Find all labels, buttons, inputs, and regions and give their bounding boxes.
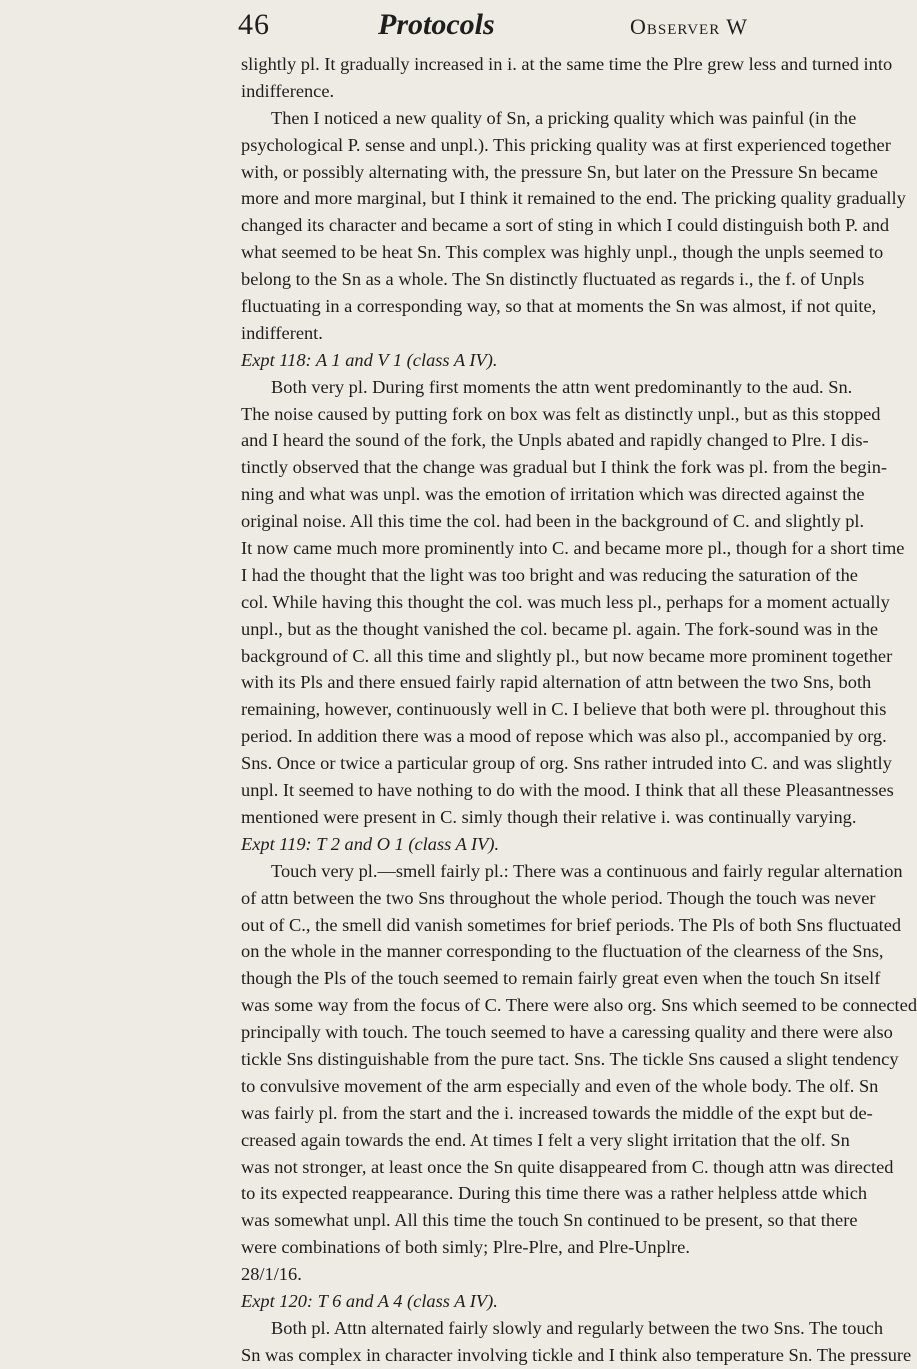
text-line: tinctly observed that the change was gradual but I think the fork was pl. from the begin- [241,457,888,478]
text-line: what seemed to be heat Sn. This complex was highly unpl., though the unpls seemed to [241,242,884,263]
margin-notes [0,0,240,1230]
text-line: more and more marginal, but I think it remained to the end. The pricking quality gradually [241,188,906,209]
text-line: were combinations of both simly; Plre-Plre, and Plre-Unplre. [241,1237,690,1258]
text-line: indifference. [241,80,335,101]
text-line: unpl., but as the thought vanished the col. became pl. again. The fork-sound was in the [241,618,879,639]
text-line: changed its character and became a sort of sting in which I could distinguish both P. and [241,215,890,236]
text-line: tickle Sns distinguishable from the pure tact. Sns. The tickle Sns caused a slight tendency [241,1048,899,1069]
text-line: was somewhat unpl. All this time the touch Sn continued to be present, so that there [241,1210,858,1231]
experiment-heading: Expt 118: A 1 and V 1 (class A IV). [241,349,498,370]
page-number: 46 [238,8,270,41]
text-line: mentioned were present in C. simly though their relative i. was continually varying. [241,806,857,827]
date-line: 28/1/16. [241,1264,302,1285]
experiment-heading: Expt 119: T 2 and O 1 (class A IV). [241,833,500,854]
text-line: of attn between the two Sns throughout the whole period. Though the touch was never [241,887,876,908]
text-line: remaining, however, continuously well in C. I believe that both were pl. throughout this [241,699,887,720]
text-line: Sns. Once or twice a particular group of org. Sns rather intruded into C. and was slightly [241,753,892,774]
running-author: Observer W [630,14,749,39]
experiment-heading: Expt 120: T 6 and A 4 (class A IV). [241,1290,498,1311]
text-line: fluctuating in a corresponding way, so that at moments the Sn was almost, if not quite, [241,296,877,317]
text-line: Both pl. Attn alternated fairly slowly and regularly between the two Sns. The touch [271,1317,884,1338]
text-line: unpl. It seemed to have nothing to do with the mood. I think that all these Pleasantnesses [241,780,894,801]
text-line: ning and what was unpl. was the emotion of irritation which was directed against the [241,484,865,505]
text-line: psychological P. sense and unpl.). This pricking quality was at first experienced together [241,134,891,155]
text-line: on the whole in the manner corresponding to the fluctuation of the clearness of the Sns, [241,941,884,962]
text-line: It now came much more prominently into C. and became more pl., though for a short time [241,538,905,559]
text-line: indifferent. [241,322,323,343]
text-line: original noise. All this time the col. had been in the background of C. and slightly pl. [241,511,865,532]
running-title: Protocols [378,8,495,41]
text-line: to convulsive movement of the arm especially and even of the whole body. The olf. Sn [241,1075,879,1096]
text-line: to its expected reappearance. During this time there was a rather helpless attde which [241,1183,868,1204]
text-line: out of C., the smell did vanish sometimes for brief periods. The Pls of both Sns fluctuated [241,914,902,935]
text-line: with, or possibly alternating with, the pressure Sn, but later on the Pressure Sn became [241,161,878,182]
text-line: period. In addition there was a mood of repose which was also pl., accompanied by org. [241,726,887,747]
text-line: creased again towards the end. At times I felt a very slight irritation that the olf. Sn [241,1129,850,1150]
text-line: principally with touch. The touch seemed to have a caressing quality and there were also [241,1022,893,1043]
text-line: though the Pls of the touch seemed to remain fairly great even when the touch Sn itself [241,968,881,989]
text-line: and I heard the sound of the fork, the Unpls abated and rapidly changed to Plre. I dis- [241,430,869,451]
text-line: was fairly pl. from the start and the i. increased towards the middle of the expt but de- [241,1102,873,1123]
text-line: was not stronger, at least once the Sn quite disappeared from C. though attn was directed [241,1156,894,1177]
text-line: Sn was complex in character involving tickle and I think also temperature Sn. The pressure [241,1344,912,1365]
text-line: Both very pl. During first moments the attn went predominantly to the aud. Sn. [271,376,853,397]
text-line: with its Pls and there ensued fairly rapid alternation of attn between the two Sns, both [241,672,872,693]
body-text [241,51,917,1369]
text-line: was some way from the focus of C. There were also org. Sns which seemed to be connected [241,995,917,1016]
text-line: Touch very pl.—smell fairly pl.: There was a continuous and fairly regular alternation [271,860,903,881]
text-line: I had the thought that the light was too bright and was reducing the saturation of the [241,564,858,585]
text-line: The noise caused by putting fork on box was felt as distinctly unpl., but as this stopped [241,403,881,424]
text-line: slightly pl. It gradually increased in i. at the same time the Plre grew less and turned into [241,54,893,74]
text-line: col. While having this thought the col. was much less pl., perhaps for a moment actually [241,591,890,612]
text-line: background of C. all this time and slightly pl., but now became more prominent together [241,645,893,666]
text-line: Then I noticed a new quality of Sn, a pricking quality which was painful (in the [271,107,857,128]
text-line: belong to the Sn as a whole. The Sn distinctly fluctuated as regards i., the f. of Unpls [241,269,865,290]
